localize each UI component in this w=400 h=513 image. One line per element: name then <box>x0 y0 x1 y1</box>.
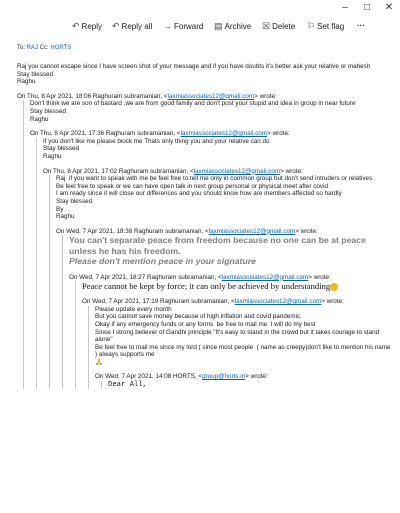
cc-recipient[interactable]: HORTS <box>50 45 72 51</box>
quote-line: Raj if you want to speak with me be feel free to.tell me only in common group but don't send intruders or relatives <box>56 175 373 183</box>
quote-line: If you don't like me please block me Thats only thing you and your relative can do <box>43 137 270 145</box>
reply-icon: ↶ <box>72 21 80 31</box>
reply-label: Reply <box>81 22 102 31</box>
quote-header: On Wed, 7 Apr 2021, 17:19 Raghuram subramanian, <laxmiassociates12@gmail.com> wrote: <box>82 298 344 306</box>
quote-header: On Thu, 8 Apr 2021, 18:06 Raghuram subramanian, <laxmiassociates12@gmail.com> wrote: <box>17 92 277 100</box>
email-link[interactable]: laxmiassociates12@gmail.com <box>180 130 268 138</box>
quote-line: But you cannot save money because of high inflation and covid pandemic <box>95 313 301 321</box>
reply-button[interactable] <box>72 21 102 32</box>
quoted-message <box>62 235 392 389</box>
body-line: Stay blessed <box>17 70 54 78</box>
forward-icon: → <box>163 21 172 31</box>
quote-line: Be feel free to mail me since my lord ( since most people ( name as creepy)don't like to mention his name ) always supports me <box>95 343 393 359</box>
message-body <box>17 63 392 389</box>
reply-all-label: Reply all <box>121 22 153 31</box>
forward-label: Forward <box>174 22 204 31</box>
archive-icon: ▤ <box>214 21 223 31</box>
message-toolbar <box>0 18 400 38</box>
email-link[interactable]: laxmiassociates12@gmail.com <box>167 92 255 100</box>
quote-line: I am ready since it will close our differences and you should know how are members affected so hardly <box>56 190 342 198</box>
email-link[interactable]: laxmiassociates12@gmail.com <box>193 167 281 175</box>
quoted-message <box>75 281 392 389</box>
quote-greeting: Dear All, <box>108 381 147 390</box>
quote-line: Don't think we are son of bastard ,we are from good family and don't post your stupid and idea in group in near future <box>30 100 356 108</box>
quoted-message <box>23 100 392 389</box>
quote-line: Since I strong believer of Gandhi principle "It's easy to stand in the crowd but it takes courage to stand alone" <box>95 328 381 344</box>
minimize-button[interactable]: – <box>342 2 348 13</box>
set-flag-button[interactable] <box>307 21 344 32</box>
archive-button[interactable] <box>214 21 251 32</box>
cc-label: Cc: <box>39 45 49 51</box>
quote-line: Okay if any emergency funds or any forms be free to mail me I will do my best <box>95 320 316 328</box>
quoted-message <box>101 381 392 389</box>
quote-line: Stay blessed <box>43 145 80 153</box>
quote-header: On Wed, 7 Apr 2021, 18:38 Raghuram subramanian, <laxmiassociates12@gmail.com> wrote: <box>56 227 318 235</box>
more-actions-button[interactable]: ··· <box>357 21 365 30</box>
email-link[interactable]: laxmiassociates12@gmail.com <box>208 227 296 235</box>
body-line: Raghu <box>17 78 36 86</box>
quote-line: Raghu <box>30 115 49 123</box>
maximize-button[interactable]: □ <box>363 2 371 13</box>
email-link[interactable]: group@horts.in <box>202 373 246 381</box>
to-label: To: <box>17 45 26 51</box>
quote-line: Raghu <box>56 213 75 221</box>
email-link[interactable]: laxmiassociates12@gmail.com <box>234 298 322 306</box>
archive-label: Archive <box>224 22 252 31</box>
quote-line: Stay blessed <box>30 107 67 115</box>
trash-icon: ☒ <box>262 21 271 31</box>
quote-line: By <box>56 205 64 213</box>
set-flag-label: Set flag <box>317 22 345 31</box>
quote-italic-text: Please don't mention peace in your signature <box>69 256 256 267</box>
thinking-emoji-icon <box>330 283 338 291</box>
forward-button[interactable] <box>163 21 203 31</box>
flag-icon: ⚐ <box>307 21 316 31</box>
reply-all-button[interactable] <box>112 21 152 32</box>
recipients-line <box>17 45 71 51</box>
quoted-message <box>88 306 392 389</box>
body-line: Raj you cannot escape since I have screen shot of your message and if you have doubts it's better ask your relative or mahesh <box>17 63 371 70</box>
quote-line: Stay blessed <box>56 197 93 205</box>
praying-hands-icon: 🙏 <box>95 358 103 366</box>
email-link[interactable]: laxmiassociates12@gmail.com <box>221 273 309 281</box>
quote-header: On Wed, 7 Apr 2021, 14:08 HORTS, <group@horts.in> wrote: <box>95 373 268 381</box>
quote-serif-text: Peace cannot be kept by force; it can only be achieved by understanding <box>82 281 392 291</box>
quote-header: On Wed, 7 Apr 2021, 18:27 Raghuram subramanian, <laxmiassociates12@gmail.com> wrote: <box>69 273 331 281</box>
quote-line: Please update every month <box>95 305 172 313</box>
to-recipient[interactable]: RAJ <box>26 45 39 51</box>
quote-header: On Thu, 8 Apr 2021, 17:02 Raghuram subramanian, <laxmiassociates12@gmail.com> wrote: <box>43 167 303 175</box>
quote-line: Be feel free to speak or we can have open talk in next group personal or physical meet after covid <box>56 182 328 190</box>
quoted-message <box>36 138 392 389</box>
quote-line: Raghu <box>43 152 62 160</box>
delete-label: Delete <box>272 22 296 31</box>
reply-all-icon: ↶ <box>112 21 120 31</box>
quote-header: On Thu, 8 Apr 2021, 17:36 Raghuram subramanian, <laxmiassociates12@gmail.com> wrote: <box>30 130 290 138</box>
close-button[interactable]: ✕ <box>384 2 394 13</box>
quote-bold-text: You can't separate peace from freedom because no one can be at peace unless he has his freedom. <box>69 235 369 256</box>
title-bar <box>0 0 400 16</box>
delete-button[interactable] <box>262 21 295 32</box>
quoted-message <box>49 175 392 389</box>
